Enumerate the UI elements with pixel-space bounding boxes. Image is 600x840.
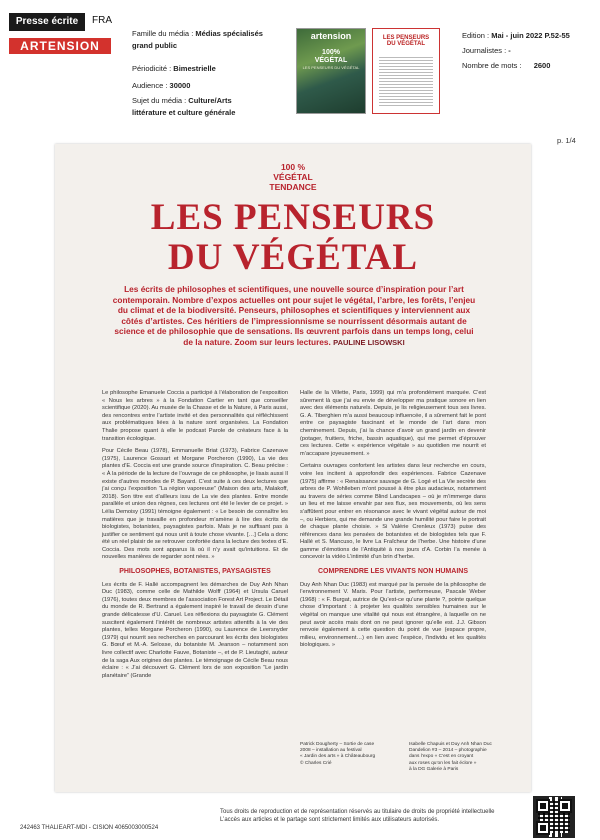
audience-label: Audience : bbox=[132, 81, 168, 90]
edition bbox=[462, 30, 570, 41]
rights-line-2: L’accès aux articles et le partage sont strictement limités aux utilisateurs autorisés. bbox=[220, 817, 440, 823]
headline-line-2: DU VÉGÉTAL bbox=[167, 237, 419, 278]
cover-sub-2: VÉGÉTAL bbox=[314, 57, 348, 64]
paragraph: Pour Cécile Beau (1978), Emmanuelle Briat (1973), Fabrice Cazenave (1975), Laurence Gossart et Morgane Porcheron (1990), La vie des plantes d’E. Coccia est une grande source d’inspiration. C. Beau précise : « À la période de la lecture de l’ouvrage de ce philosophe, je lisais aussi Il existe d’autres mondes de P. Bayard. C’est suite à ces deux lectures que j’ai conçu l’exposition “La région vaporeuse” (Maison des arts, Malakoff, 2018). Son titre est d’ailleurs issu de La vie des plantes. Entre monde parallèle et union des règnes, ces lectures ont été le levier de ce projet. » Lélia Demoisy (1991) témoigne également : « Le besoin de connaître les matières que je travaille en profondeur m’amène à lire des écrits de biologistes, botanistes, paysagistes parfois. Mais je ne suffisant pas à justifier ce sentiment qui nous unit à toute chose vivante. […] Cela a donc été un réel plaisir de se retrouver confortée dans la lecture des textes d’E. Coccia. Des mots sont apparus là où il n’y avait qu’intuitions. Et de nouvelles manières de regarder sont nées. » bbox=[102, 448, 288, 561]
media-subject bbox=[132, 95, 232, 106]
headline-line-1: LES PENSEURS bbox=[150, 197, 436, 238]
lead-text: Les écrits de philosophes et scientifiques, une nouvelle source d’inspiration pour l’art contemporain. Nombre d’expos actuelles ont pour sujet le végétal, l’arbre, les forêts, l’enjeu du climat et de la biodiversité. Penseurs, philosophes et scientifiques y interviennent aux côtés d’artistes. Ces héritiers de l’impressionnisme se nourrissent désormais autant de science et de philosophie que de sensations. Ils œuvrent parfois dans un temps long, celui de la nature. Zoom sur leurs lectures. bbox=[112, 284, 476, 347]
journalists-label: Journalistes : bbox=[462, 46, 507, 55]
media-family-value: Médias spécialisés bbox=[195, 29, 263, 38]
periodicity bbox=[132, 63, 216, 74]
word-count bbox=[462, 60, 550, 71]
paragraph: Certains ouvrages confortent les artistes dans leur recherche en cours, voire les incitent à approfondir des expériences. Fabrice Cazenave (1975) affirme : « Renaissance sauvage de G. Logé et La Vie secrète des arbres de P. Wohlleben m’ont poussé à être plus audacieux, notamment au travers de séries comme Blind Landscapes – où je m’immerge dans un lieu et me laisse envahir par ses flux, ses mouvements, où les sens s’affûtent pour entrer en résonance avec le vivant végétal autour de moi –, ou Herbiers, qui me demande une grande humilité pour faire le portrait de chaque plante choisie. » Si Valérie Crenleux (1973) puise des références dans les pensées de botanistes et de biologistes tels que F. Hallé et S. Mancuso, le livre La Fraîcheur de l’herbe. Une histoire d’une gamme d’émotions de l’Antiquité à nos jours d’A. Corbin l’a menée à concevoir la vidéo L’intimité d’un brin d’herbe. bbox=[300, 463, 486, 561]
article-lead bbox=[109, 284, 479, 348]
edition-label: Edition : bbox=[462, 31, 490, 40]
cover-sub-1: 100% bbox=[322, 49, 340, 56]
thumb-title-2: DU VÉGÉTAL bbox=[386, 41, 426, 47]
media-family-label: Famille du média : bbox=[132, 29, 194, 38]
left-column bbox=[102, 390, 288, 685]
magazine-cover-thumbnail[interactable] bbox=[296, 28, 366, 114]
photo-caption-1: Patrick Dougherty – Sortie de case 2008 – installation au festival « Jardin des arts » à Châteaubourg © Charles Crié bbox=[300, 742, 376, 766]
document-id: 242463 THALIEART-MDI - CISION 4065003000524 bbox=[20, 825, 159, 831]
cover-tagline: LES PENSEURS DU VÉGÉTAL bbox=[302, 65, 360, 70]
author-name: PAULINE LISOWSKI bbox=[333, 337, 405, 347]
paragraph: Le philosophe Emanuele Coccia a participé à l’élaboration de l’exposition « Nous les arbres » à la Fondation Cartier en tant que conseiller scientifique (2020). Au musée de la Chasse et de la Nature, à Paris aussi, des rencontres entre l’artiste invité et des personnalités qui réfléchissent aux problématiques liées à la nature sont organisées. La Fondation Thalie propose quant à elle le podcast Parole de créateurs face à la transition écologique. bbox=[102, 390, 288, 442]
thumb-title-1: LES PENSEURS bbox=[382, 35, 430, 41]
subject-value-2: littérature et culture générale bbox=[132, 108, 236, 117]
rights-notice bbox=[220, 808, 520, 824]
qr-eye bbox=[558, 799, 572, 813]
language-label: FRA bbox=[92, 15, 112, 26]
page-number: p. 1/4 bbox=[557, 136, 576, 145]
qr-eye bbox=[536, 821, 550, 835]
article-page-thumbnail[interactable] bbox=[372, 28, 440, 114]
media-family-value-2: grand public bbox=[132, 41, 177, 50]
media-family-cont bbox=[132, 40, 177, 51]
word-count-label: Nombre de mots : bbox=[462, 61, 522, 70]
word-count-value: 2600 bbox=[533, 61, 551, 70]
media-subject-cont bbox=[132, 107, 235, 118]
cover-subtitle bbox=[297, 49, 365, 65]
journalists-value: - bbox=[508, 46, 511, 55]
periodicity-value: Bimestrielle bbox=[173, 64, 216, 73]
cover-title: artension bbox=[310, 31, 352, 41]
section-heading-philosophes: PHILOSOPHES, BOTANISTES, PAYSAGISTES bbox=[119, 568, 271, 576]
rights-line-1: Tous droits de reproduction et de représentation réservés au titulaire de droits de propriété intellectuelle bbox=[220, 809, 495, 815]
article-scan bbox=[55, 144, 531, 792]
qr-code-icon[interactable] bbox=[533, 796, 575, 838]
right-column bbox=[300, 390, 486, 655]
subject-value: Culture/Arts bbox=[188, 96, 232, 105]
qr-eye bbox=[536, 799, 550, 813]
thumb-text-lines bbox=[379, 55, 433, 107]
paragraph: Halle de la Villette, Paris, 1999) qui m’a profondément marquée. C’est sûrement là que j’ai eu envie de développer ma pratique sonore en lien avec des éléments naturels. Depuis, je lis religieusement tous ses livres. G. A. Tiberghien m’a aussi beaucoup influencée, il a sûrement fait le pont entre ce paysagiste fascinant et le monde de l’art dans mon cheminement. Depuis, j’ai la chance d’avoir un grand jardin en devenir (potager, fruitiers, friche, bassin aquatique), qui me permet d’éprouver ces lectures. Cette « expérience végétale » au quotidien me nourrit et m’accapare joyeusement. » bbox=[300, 390, 486, 457]
audience-value: 30000 bbox=[169, 81, 191, 90]
kicker-vegetal: VÉGÉTAL bbox=[273, 172, 313, 182]
photo-caption-2: Isabelle Chapuis et Duy Anh Nhan Duc Dandelion #3 – 2014 – photographie dans l’expo « C’est en croyant aux roses qu’on les fait éclore » à la DG Galerie à Paris bbox=[409, 742, 492, 772]
subject-label: Sujet du média : bbox=[132, 96, 187, 105]
thumb-title bbox=[373, 35, 439, 47]
audience bbox=[132, 80, 190, 91]
paragraph: Les écrits de F. Hallé accompagnent les démarches de Duy Anh Nhan Duc (1983), comme celle de Mathilde Wolff (1964) et Ursula Caruel (1976), toutes deux membres de l’association Forest Art Project. Le Détail du monde de R. Bertrand a également inspiré le travail de dessin d’une grande délicatesse d’U. Caruel. Les réflexions du paysagiste G. Clément suscitent également l’intérêt de nombreux artistes attentifs à la vie des plantes, telles Morgane Porcheron (1990), ou Laurence de Leersnyder (1979) qui nourrit ses recherches en parcourant les écrits des biologistes G. Bœuf et M.-A. Selosse, du botaniste M. Jeanson – notamment son livre collectif avec Charlotte Fauve, Botaniste –, et de P. Lieutaghi, auteur de la saga Aux origines des plantes. Le témoignage de Cécile Beau nous éclaire : « J’ai découvert G. Clément lors de son exposition “Le jardin planétaire” (Grande bbox=[102, 581, 288, 679]
journalists bbox=[462, 45, 511, 56]
publication-logo: ARTENSION bbox=[9, 38, 111, 54]
kicker-tendance: TENDANCE bbox=[269, 182, 317, 192]
media-family bbox=[132, 28, 263, 39]
paragraph: Duy Anh Nhan Duc (1983) est marqué par la pensée de la philosophe de l’environnement V. Maris. Pour l’artiste, performeuse, Pascale Weber (1968) : « F. Burgat, autrice de Qu’est-ce qu’une plante ?, pointe quelque chose d’important : à projeter les qualités sensibles humaines sur le végétal on manque une vitalité qui nous est étrangère, à laquelle on ne peut avoir accès mais dont on ne peut ignorer qu’elle est. J.J. Gibson renvoie également à cette question du point de vue (espace propre, milieu, environnement…) en lien avec l’espèce, l’individu et les qualités biologiques. » bbox=[300, 581, 486, 649]
section-heading-comprendre: COMPRENDRE LES VIVANTS NON HUMAINS bbox=[318, 568, 468, 576]
edition-value: Mai - juin 2022 P.52-55 bbox=[491, 31, 570, 40]
periodicity-label: Périodicité : bbox=[132, 64, 172, 73]
press-type-badge: Presse écrite bbox=[9, 13, 85, 31]
kicker-100: 100 % bbox=[280, 162, 306, 172]
